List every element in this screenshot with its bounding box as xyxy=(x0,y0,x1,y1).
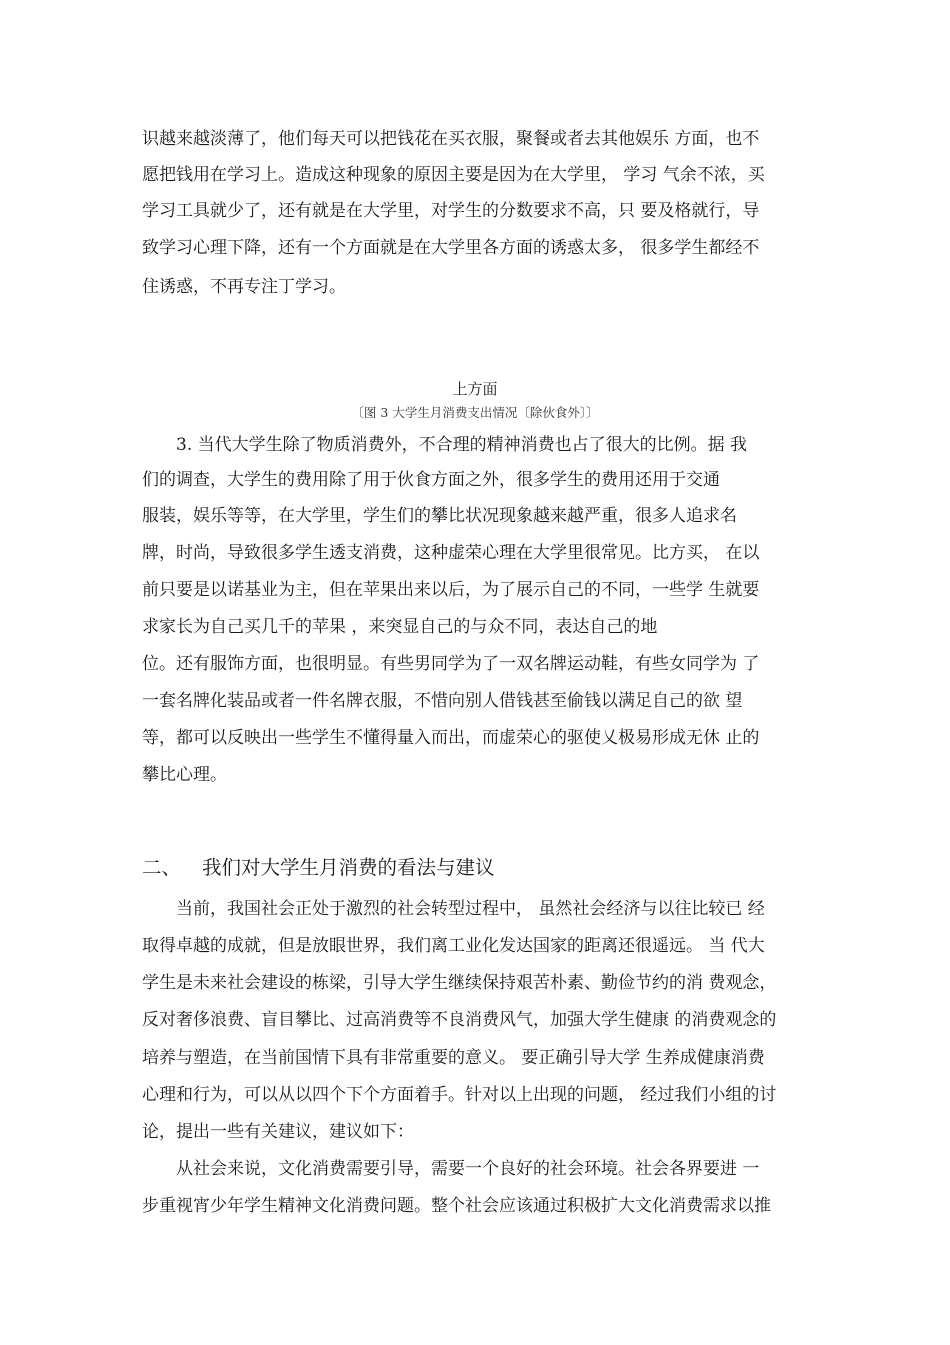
text-line: 牌，时尚，导致很多学生透支消费，这种虚荣心理在大学里很常见。比方买， 在以 xyxy=(142,543,760,563)
text-line: 服装，娱乐等等，在大学里，学生们的攀比状况现象越来越严重，很多人追求名 xyxy=(142,506,737,526)
text-line: 前只要是以诺基业为主，但在苹果出来以后，为了展示自己的不同，一些学 生就要 xyxy=(142,580,760,600)
text-line: 当前，我国社会正处于激烈的社会转型过程中， 虽然社会经济与以往比较已 经 xyxy=(176,899,765,919)
text-line: 等，都可以反映出一些学生不懂得量入而出，而虚荣心的驱使乂极易形成无休 止的 xyxy=(142,728,760,748)
text-line: 一套名牌化装品或者一件名牌衣服，不惜向别人借钱甚至偷钱以满足自己的欲 望 xyxy=(142,691,743,711)
text-line: 求家长为自己买几千的苹果 ，来突显自己的与众不同，表达自己的地 xyxy=(142,617,658,637)
text-line: 位。还有服饰方面，也很明显。有些男同学为了一双名牌运动鞋，有些女同学为 了 xyxy=(142,654,760,674)
text-line: 从社会来说，文化消费需要引导，需要一个良好的社会环境。社会各界要进 一 xyxy=(176,1159,760,1179)
text-line: 致学习心理下降，还有一个方面就是在大学里各方面的诱惑太多， 很多学生都经不 xyxy=(142,238,760,258)
section-title: 我们对大学生月消费的看法与建议 xyxy=(202,856,495,879)
text-line: 识越来越淡薄了，他们每天可以把钱花在买衣服，聚餐或者去其他娱乐 方面，也不 xyxy=(142,129,760,149)
text-line: 攀比心理。 xyxy=(142,765,227,785)
text-line: 学生是未来社会建设的栋梁，引导大学生继续保持艰苦朴素、勤俭节约的消 费观念， xyxy=(142,973,777,993)
text-line: 反对奢侈浪费、盲目攀比、过高消费等不良消费风气，加强大学生健康 的消费观念的 xyxy=(142,1010,777,1030)
figure-caption: 〔图 3 大学生月消费支出情况〔除伙食外〕〕 xyxy=(351,405,599,420)
text-line: 论，提出一些有关建议，建议如下： xyxy=(142,1122,414,1142)
text-line: 取得卓越的成就，但是放眼世界，我们离工业化发达国家的距离还很遥远。 当 代大 xyxy=(142,936,765,956)
text-line: 步重视宵少年学生精神文化消费问题。整个社会应该通过积极扩大文化消费需求以推 xyxy=(142,1196,771,1216)
text-line: 3. 当代大学生除了物质消费外，不合理的精神消费也占了很大的比例。据 我 xyxy=(176,435,748,455)
text-line: 愿把钱用在学习上。造成这种现象的原因主要是因为在大学里， 学习 气余不浓，买 xyxy=(142,165,765,185)
section-heading xyxy=(142,852,495,880)
text-line: 心理和行为，可以从以四个下个方面着手。针对以上出现的问题， 经过我们小组的讨 xyxy=(142,1085,777,1105)
text-line: 培养与塑造，在当前国情下具有非常重要的意义。 要正确引导大学 生养成健康消费 xyxy=(142,1048,765,1068)
text-line: 们的调查，大学生的费用除了用于伙食方面之外，很多学生的费用还用于交通 xyxy=(142,470,720,490)
figure-title: 上方面 xyxy=(452,380,498,398)
text-line: 学习工具就少了，还有就是在大学里，对学生的分数要求不高，只 要及格就行，导 xyxy=(142,201,760,221)
text-line: 住诱惑，不再专注丁学习。 xyxy=(142,277,346,297)
section-number: 二、 xyxy=(142,856,182,879)
